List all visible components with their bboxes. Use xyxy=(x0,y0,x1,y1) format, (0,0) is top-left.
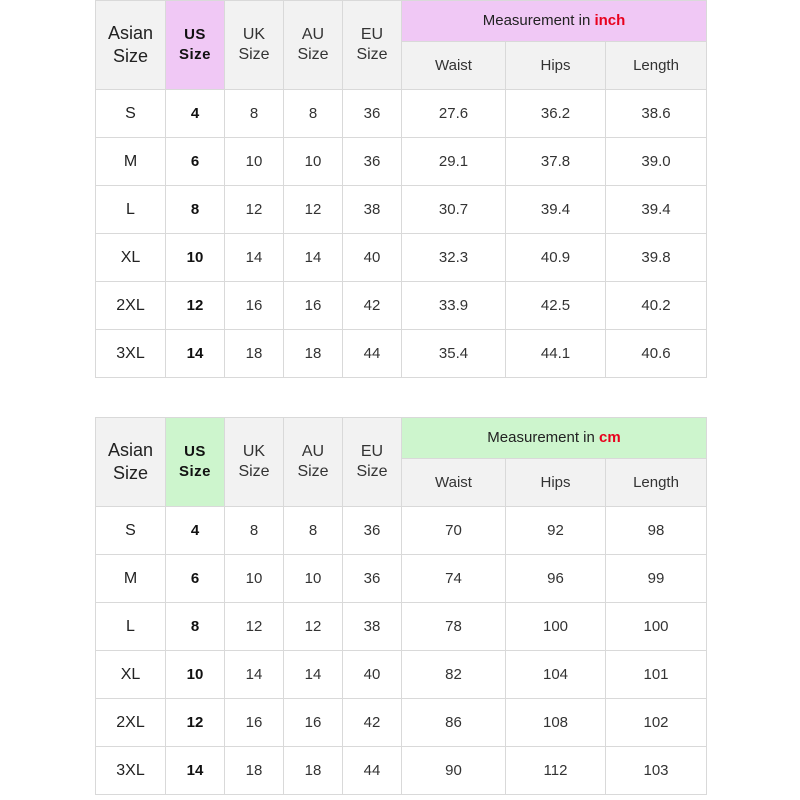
eu-size-cell: 38 xyxy=(343,186,402,234)
eu-size-header xyxy=(343,1,402,90)
waist-cell: 32.3 xyxy=(402,234,506,282)
us-size-cell: 12 xyxy=(166,699,225,747)
us-size-cell: 12 xyxy=(166,282,225,330)
us-size-header xyxy=(166,418,225,507)
hips-cell: 112 xyxy=(506,747,606,795)
waist-cell: 30.7 xyxy=(402,186,506,234)
table-row xyxy=(96,138,707,186)
asian-size-header-line2: Size xyxy=(112,46,148,66)
au-size-cell: 12 xyxy=(284,186,343,234)
hips-cell: 36.2 xyxy=(506,90,606,138)
hips-header: Hips xyxy=(506,459,606,507)
us-size-cell: 6 xyxy=(166,138,225,186)
waist-cell: 78 xyxy=(402,603,506,651)
length-header: Length xyxy=(606,42,707,90)
uk-size-header-line1: UK xyxy=(242,26,266,43)
eu-size-header-line2: Size xyxy=(356,463,388,480)
waist-cell: 86 xyxy=(402,699,506,747)
length-cell: 39.4 xyxy=(606,186,707,234)
waist-cell: 35.4 xyxy=(402,330,506,378)
asian-size-cell: M xyxy=(96,555,166,603)
eu-size-cell: 42 xyxy=(343,282,402,330)
uk-size-header-line2: Size xyxy=(238,463,270,480)
au-size-header-line2: Size xyxy=(297,46,329,63)
asian-size-cell: M xyxy=(96,138,166,186)
measurement-unit: cm xyxy=(599,429,621,446)
eu-size-cell: 38 xyxy=(343,603,402,651)
au-size-cell: 8 xyxy=(284,90,343,138)
au-size-cell: 18 xyxy=(284,330,343,378)
us-size-cell: 14 xyxy=(166,330,225,378)
hips-cell: 44.1 xyxy=(506,330,606,378)
length-cell: 39.8 xyxy=(606,234,707,282)
uk-size-cell: 16 xyxy=(225,699,284,747)
au-size-header-line1: AU xyxy=(301,26,325,43)
asian-size-cell: 3XL xyxy=(96,330,166,378)
au-size-cell: 8 xyxy=(284,507,343,555)
eu-size-header-line2: Size xyxy=(356,46,388,63)
asian-size-header-line2: Size xyxy=(112,463,148,483)
table-row xyxy=(96,507,707,555)
au-size-cell: 14 xyxy=(284,651,343,699)
header-row-top xyxy=(96,418,707,459)
asian-size-cell: L xyxy=(96,186,166,234)
au-size-header xyxy=(284,418,343,507)
uk-size-header xyxy=(225,1,284,90)
us-size-header-line1: US xyxy=(184,443,206,460)
size-chart-inch xyxy=(95,0,707,378)
uk-size-cell: 10 xyxy=(225,555,284,603)
us-size-cell: 10 xyxy=(166,651,225,699)
length-cell: 100 xyxy=(606,603,707,651)
table-row xyxy=(96,747,707,795)
au-size-cell: 10 xyxy=(284,138,343,186)
uk-size-header-line2: Size xyxy=(238,46,270,63)
eu-size-cell: 36 xyxy=(343,555,402,603)
waist-header: Waist xyxy=(402,42,506,90)
uk-size-header-line1: UK xyxy=(242,443,266,460)
waist-cell: 90 xyxy=(402,747,506,795)
eu-size-header xyxy=(343,418,402,507)
us-size-header-line2: Size xyxy=(178,463,211,480)
asian-size-cell: S xyxy=(96,507,166,555)
asian-size-cell: XL xyxy=(96,234,166,282)
uk-size-header xyxy=(225,418,284,507)
au-size-cell: 16 xyxy=(284,282,343,330)
uk-size-cell: 16 xyxy=(225,282,284,330)
hips-cell: 92 xyxy=(506,507,606,555)
eu-size-cell: 40 xyxy=(343,651,402,699)
length-cell: 102 xyxy=(606,699,707,747)
table-row xyxy=(96,282,707,330)
length-cell: 40.6 xyxy=(606,330,707,378)
waist-cell: 82 xyxy=(402,651,506,699)
measurement-unit-header xyxy=(402,1,707,42)
length-cell: 38.6 xyxy=(606,90,707,138)
measurement-unit: inch xyxy=(594,12,626,29)
us-size-header-line2: Size xyxy=(178,46,211,63)
asian-size-header xyxy=(96,1,166,90)
measurement-label: Measurement in xyxy=(487,429,600,446)
waist-cell: 33.9 xyxy=(402,282,506,330)
length-cell: 101 xyxy=(606,651,707,699)
uk-size-cell: 12 xyxy=(225,603,284,651)
us-size-header xyxy=(166,1,225,90)
us-size-cell: 14 xyxy=(166,747,225,795)
eu-size-cell: 42 xyxy=(343,699,402,747)
eu-size-cell: 36 xyxy=(343,138,402,186)
hips-cell: 104 xyxy=(506,651,606,699)
au-size-header-line2: Size xyxy=(297,463,329,480)
au-size-cell: 18 xyxy=(284,747,343,795)
au-size-cell: 16 xyxy=(284,699,343,747)
eu-size-cell: 44 xyxy=(343,330,402,378)
table-row xyxy=(96,603,707,651)
table-row xyxy=(96,330,707,378)
length-cell: 39.0 xyxy=(606,138,707,186)
waist-header: Waist xyxy=(402,459,506,507)
measurement-label: Measurement in xyxy=(482,12,595,29)
au-size-header xyxy=(284,1,343,90)
asian-size-cell: S xyxy=(96,90,166,138)
us-size-header-line1: US xyxy=(184,26,206,43)
waist-cell: 27.6 xyxy=(402,90,506,138)
table-row xyxy=(96,90,707,138)
table-row xyxy=(96,555,707,603)
size-chart-cm xyxy=(95,417,707,795)
table-row xyxy=(96,699,707,747)
hips-cell: 39.4 xyxy=(506,186,606,234)
uk-size-cell: 12 xyxy=(225,186,284,234)
measurement-unit-header xyxy=(402,418,707,459)
au-size-cell: 10 xyxy=(284,555,343,603)
eu-size-cell: 36 xyxy=(343,90,402,138)
waist-cell: 29.1 xyxy=(402,138,506,186)
waist-cell: 74 xyxy=(402,555,506,603)
hips-cell: 40.9 xyxy=(506,234,606,282)
eu-size-header-line1: EU xyxy=(360,26,384,43)
asian-size-cell: 3XL xyxy=(96,747,166,795)
eu-size-cell: 44 xyxy=(343,747,402,795)
hips-cell: 42.5 xyxy=(506,282,606,330)
asian-size-header-line1: Asian xyxy=(107,23,154,43)
asian-size-header-line1: Asian xyxy=(107,440,154,460)
length-cell: 99 xyxy=(606,555,707,603)
asian-size-cell: L xyxy=(96,603,166,651)
table-row xyxy=(96,186,707,234)
header-row-top xyxy=(96,1,707,42)
us-size-cell: 8 xyxy=(166,186,225,234)
hips-cell: 96 xyxy=(506,555,606,603)
hips-cell: 37.8 xyxy=(506,138,606,186)
uk-size-cell: 10 xyxy=(225,138,284,186)
eu-size-header-line1: EU xyxy=(360,443,384,460)
length-cell: 103 xyxy=(606,747,707,795)
asian-size-cell: 2XL xyxy=(96,699,166,747)
us-size-cell: 4 xyxy=(166,507,225,555)
table-row xyxy=(96,651,707,699)
hips-cell: 108 xyxy=(506,699,606,747)
uk-size-cell: 14 xyxy=(225,234,284,282)
asian-size-cell: 2XL xyxy=(96,282,166,330)
uk-size-cell: 14 xyxy=(225,651,284,699)
us-size-cell: 8 xyxy=(166,603,225,651)
length-cell: 40.2 xyxy=(606,282,707,330)
uk-size-cell: 18 xyxy=(225,330,284,378)
us-size-cell: 10 xyxy=(166,234,225,282)
au-size-header-line1: AU xyxy=(301,443,325,460)
waist-cell: 70 xyxy=(402,507,506,555)
uk-size-cell: 18 xyxy=(225,747,284,795)
au-size-cell: 12 xyxy=(284,603,343,651)
eu-size-cell: 40 xyxy=(343,234,402,282)
us-size-cell: 6 xyxy=(166,555,225,603)
au-size-cell: 14 xyxy=(284,234,343,282)
hips-cell: 100 xyxy=(506,603,606,651)
us-size-cell: 4 xyxy=(166,90,225,138)
uk-size-cell: 8 xyxy=(225,507,284,555)
eu-size-cell: 36 xyxy=(343,507,402,555)
asian-size-header xyxy=(96,418,166,507)
table-row xyxy=(96,234,707,282)
asian-size-cell: XL xyxy=(96,651,166,699)
uk-size-cell: 8 xyxy=(225,90,284,138)
hips-header: Hips xyxy=(506,42,606,90)
length-header: Length xyxy=(606,459,707,507)
length-cell: 98 xyxy=(606,507,707,555)
